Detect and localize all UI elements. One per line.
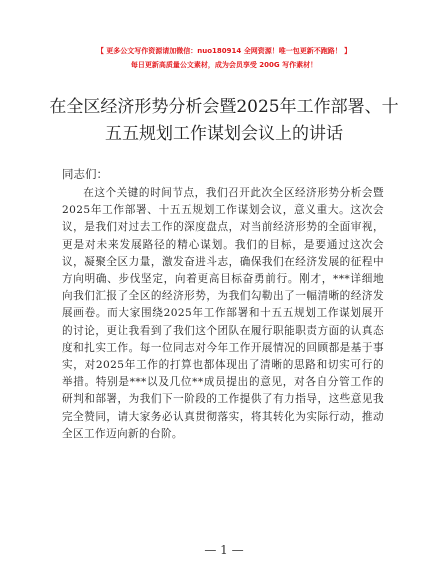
document-title bbox=[30, 94, 418, 148]
promo-banner-line2: 每日更新高质量公文素材，成为会员享受 200G 写作素材！ bbox=[130, 61, 318, 69]
body-paragraph: 在这个关键的时间节点，我们召开此次全区经济形势分析会暨2025年工作部署、十五五规划工作谋划会议，意义重大。这次会议，是我们对过去工作的深度盘点，对当前经济形势的全面审视，更是对未来发展路径的精心谋划。我们的目标，是要通过这次会议，凝聚全区力量，激发奋进斗志，确保我们在经济发展的征程中方向明确、步伐坚定，向着更高目标奋勇前行。刚才，***详细地向我们汇报了全区的经济形势，为我们勾勒出了一幅清晰的经济发展画卷。而大家围绕2025年工作部署和十五五规划工作谋划展开的讨论，更让我看到了我们这个团队在履行职能职责方面的认真态度和扎实工作。每一位同志对今年工作开展情况的回顾都是基于事实，对2025年工作的打算也都体现出了清晰的思路和切实可行的举措。特别是***以及几位**成员提出的意见，对各自分管工作的研判和部署，为我们下一阶段的工作提供了有力指导，这些意见我完全赞同，请大家务必认真贯彻落实，将其转化为实际行动，推动全区工作迈向新的台阶。 bbox=[62, 187, 384, 440]
salutation: 同志们： bbox=[62, 167, 108, 181]
title-line-1: 在全区经济形势分析会暨2025年工作部署、十 bbox=[49, 97, 399, 117]
promo-banner-line1: 【 更多公文写作资源请加微信：nuo180914 全网资源！唯一包更新不跑路！ 】 bbox=[96, 47, 352, 55]
page-number: — 1 — bbox=[204, 543, 244, 557]
title-line-2: 五五规划工作谋划会议上的讲话 bbox=[105, 124, 343, 144]
